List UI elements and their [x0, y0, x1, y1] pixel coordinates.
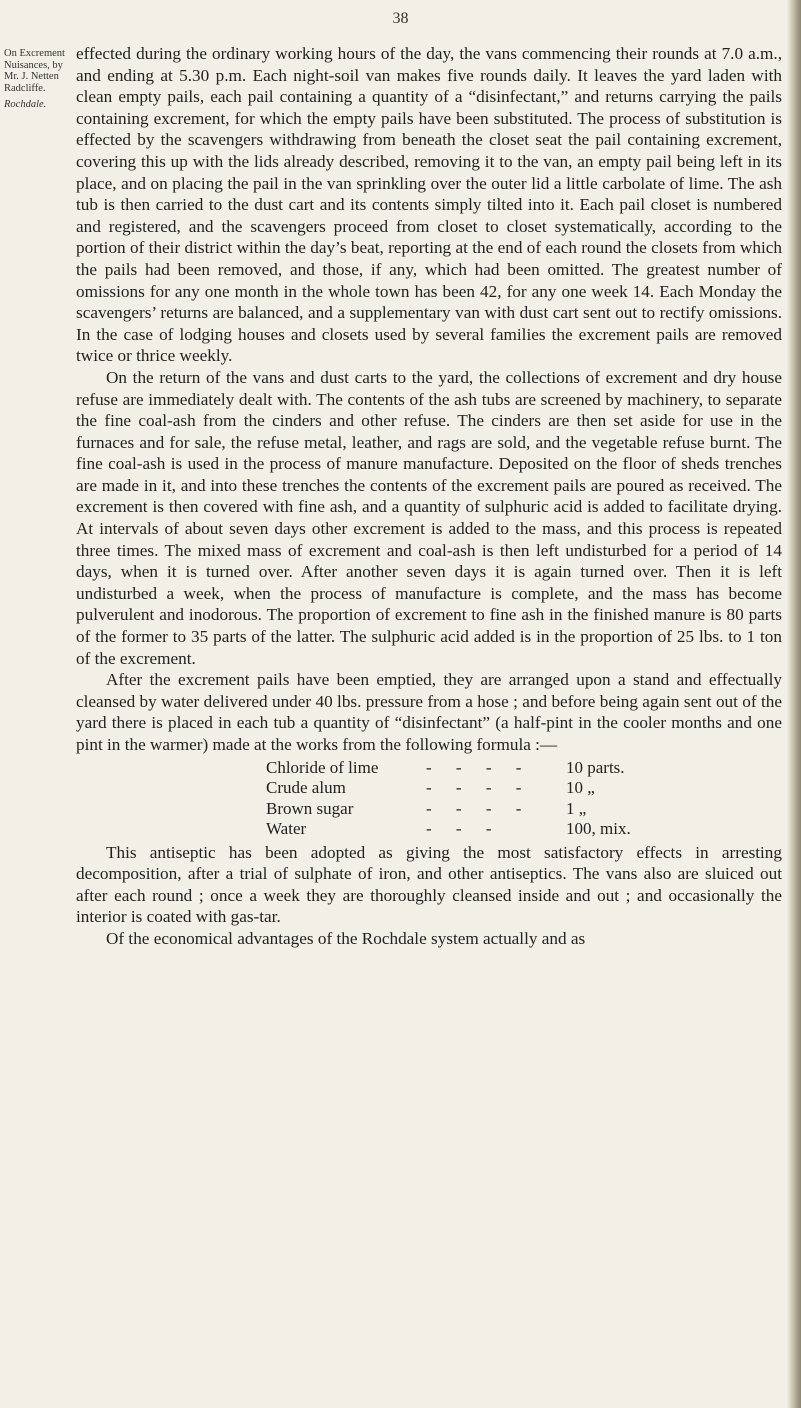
paragraph: This antiseptic has been adopted as giving the most satisfactory effects in arresting decomposition, after a trial of sulphate of iron, and other antiseptics. The vans also are sluiced out after each round ; once a week they are thoroughly cleansed inside and out ; and occasionally the interior is coated with gas-tar. — [76, 842, 782, 927]
formula-leader: - - - - — [426, 778, 532, 798]
formula-leader: - - - - — [426, 798, 532, 818]
formula-leader: - - - - — [426, 757, 532, 777]
margin-note — [4, 48, 72, 111]
margin-note-line: Mr. J. Netten — [4, 71, 59, 82]
paragraph: On the return of the vans and dust carts to the yard, the collections of excrement and dry house refuse are immediately dealt with. The contents of the ash tubs are screened by machinery, to separate the fine coal-ash from the cinders and other refuse. The cinders are then set aside for use in the furnaces and for sale, the refuse metal, leather, and rags are sold, and the vegetable refuse burnt. The fine coal-ash is used in the process of manure manufacture. Deposited on the floor of sheds trenches are made in it, and into these trenches the contents of the excrement pails are poured as received. The excrement is then covered with fine ash, and a quantity of sulphuric acid is added to facilitate drying. At intervals of about seven days other excrement is added to the mass, and this process is repeated three times. The mixed mass of excrement and coal-ash is then left undisturbed for a period of 14 days, when it is turned over. After another seven days it is again turned over. Then it is left undisturbed a week, when the process of manufacture is complete, and the mass has become pulverulent and inodorous. The proportion of excrement to fine ash in the finished manure is 80 parts of the former to 35 parts of the latter. The sulphuric acid added is in the proportion of 25 lbs. to 1 ton of the excrement. — [76, 367, 782, 668]
margin-note-line: On Excrement — [4, 48, 65, 59]
formula-quantity: 1 „ — [566, 798, 587, 818]
formula-row — [266, 819, 686, 840]
body-text — [76, 43, 782, 950]
page-number: 38 — [392, 10, 409, 27]
formula-ingredient: Water — [266, 819, 307, 839]
formula-row — [266, 758, 686, 779]
formula-quantity: 100, mix. — [566, 819, 631, 839]
paragraph: effected during the ordinary working hours of the day, the vans commencing their rounds at 7.0 a.m., and ending at 5.30 p.m. Each night-soil van makes five rounds daily. It leaves the yard laden with clean empty pails, each pail containing a quantity of a “disinfectant,” and returns carrying the pails containing excrement, for which the empty pails have been substituted. The process of substitution is effected by the scavengers withdrawing from beneath the closet seat the pail containing excrement, covering this up with the lids already described, removing it to the van, an empty pail being left in its place, and on placing the pail in the van sprinkling over the outer lid a little carbolate of lime. The ash tub is then carried to the dust cart and its contents simply tilted into it. Each pail closet is numbered and registered, and the scavengers proceed from closet to closet systematically, according to the portion of their district within the day’s beat, reporting at the end of each round the closets from which the pails had been removed, and those, if any, which had been omitted. The greatest number of omissions for any one month in the whole town has been 42, for any one week 14. Each Monday the scavengers’ returns are balanced, and a supplementary van with dust cart sent out to rectify omissions. In the case of lodging houses and closets used by several families the excrement pails are removed twice or thrice weekly. — [76, 44, 782, 366]
formula-leader: - - - — [426, 819, 502, 839]
margin-note-line: Nuisances, by — [4, 59, 63, 71]
paragraph: After the excrement pails have been emptied, they are arranged upon a stand and effectually cleansed by water delivered under 40 lbs. pressure from a hose ; and before being again sent out of the yard there is placed in each tub a quantity of “disinfectant” (a half-pint in the cooler months and one pint in the warmer) made at the works from the following formula :— — [76, 670, 782, 754]
formula-ingredient: Chloride of lime — [266, 757, 379, 777]
formula-quantity: 10 „ — [566, 778, 595, 798]
formula-row — [266, 778, 686, 799]
disinfectant-formula — [266, 758, 686, 840]
paragraph: Of the economical advantages of the Rochdale system actually and as — [106, 928, 586, 948]
formula-row — [266, 799, 686, 820]
formula-ingredient: Brown sugar — [266, 798, 354, 818]
formula-quantity: 10 parts. — [566, 757, 625, 777]
margin-note-subtitle: Rochdale. — [4, 99, 47, 110]
page-edge-shadow — [787, 0, 801, 1408]
margin-note-line: Radcliffe. — [4, 82, 46, 94]
formula-ingredient: Crude alum — [266, 778, 346, 798]
